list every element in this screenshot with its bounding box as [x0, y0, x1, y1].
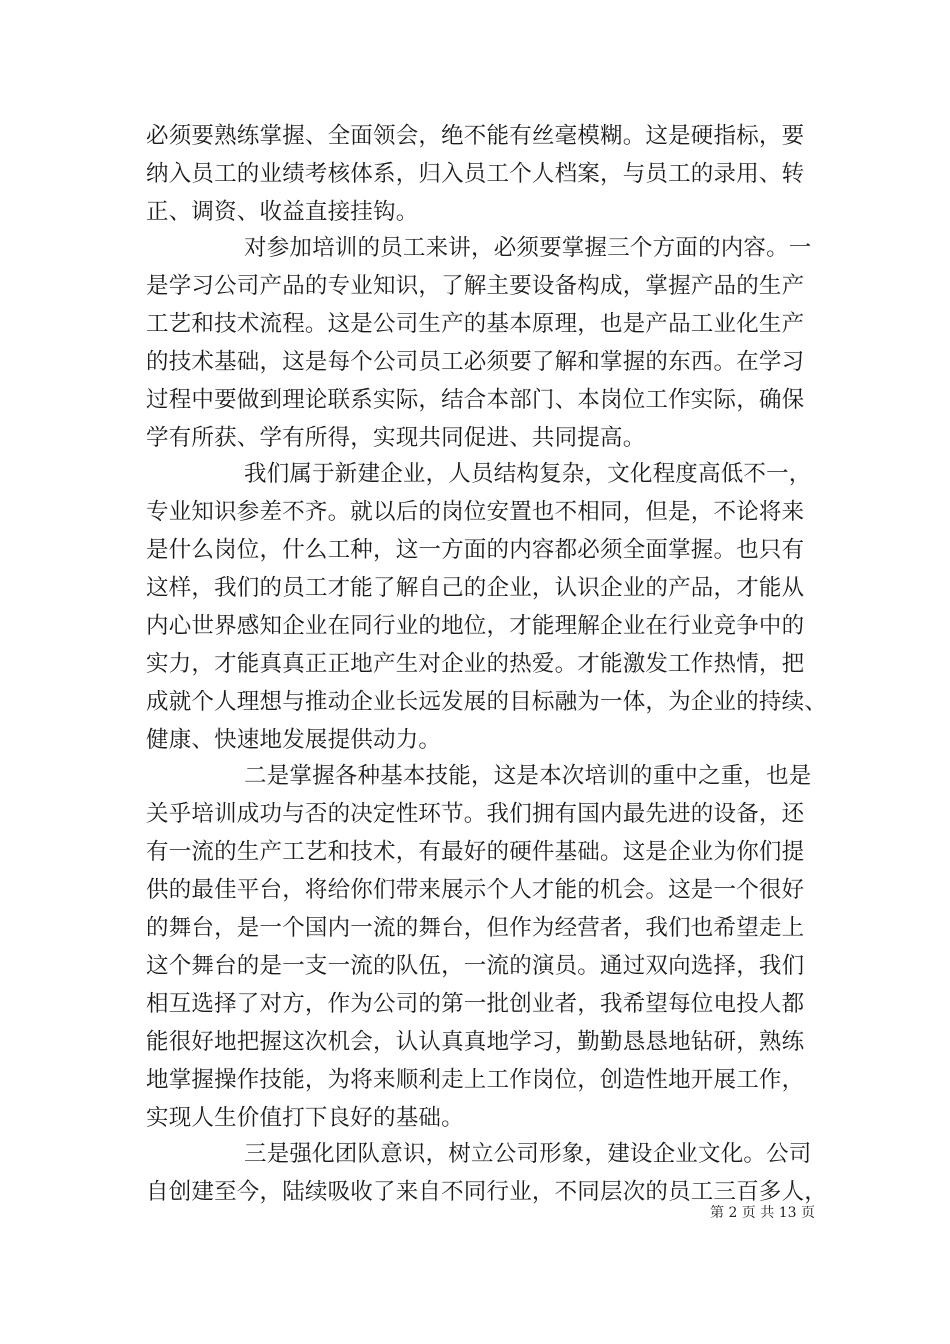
- text-line: 能很好地把握这次机会，认认真真地学习，勤勤恳恳地钻研，熟练: [146, 1029, 805, 1055]
- paragraph-first-line: 我们属于新建企业，人员结构复杂，文化程度高低不一，: [244, 461, 812, 487]
- text-line: 是什么岗位，什么工种，这一方面的内容都必须全面掌握。也只有: [146, 537, 805, 563]
- text-line: 自创建至今，陆续吸收了来自不同行业，不同层次的员工三百多人，: [146, 1179, 828, 1205]
- text-line: 过程中要做到理论联系实际，结合本部门、本岗位工作实际，确保: [146, 387, 805, 413]
- text-line: 纳入员工的业绩考核体系，归入员工个人档案，与员工的录用、转: [146, 161, 805, 187]
- text-line: 这个舞台的是一支一流的队伍，一流的演员。通过双向选择，我们: [146, 953, 805, 979]
- text-line: 学有所获、学有所得，实现共同促进、共同提高。: [146, 425, 646, 451]
- text-line: 有一流的生产工艺和技术，有最好的硬件基础。这是企业为你们提: [146, 839, 805, 865]
- text-line: 的舞台，是一个国内一流的舞台，但作为经营者，我们也希望走上: [146, 915, 805, 941]
- paragraph-first-line: 对参加培训的员工来讲，必须要掌握三个方面的内容。一: [244, 235, 812, 261]
- text-line: 工艺和技术流程。这是公司生产的基本原理，也是产品工业化生产: [146, 311, 805, 337]
- text-line: 实现人生价值打下良好的基础。: [146, 1105, 464, 1131]
- text-line: 必须要熟练掌握、全面领会，绝不能有丝毫模糊。这是硬指标，要: [146, 123, 805, 149]
- text-line: 地掌握操作技能，为将来顺利走上工作岗位，创造性地开展工作，: [146, 1067, 805, 1093]
- paragraph-first-line: 二是掌握各种基本技能，这是本次培训的重中之重，也是: [244, 763, 812, 789]
- page-number-footer: 第 2 页 共 13 页: [710, 1205, 815, 1221]
- paragraph-first-line: 三是强化团队意识，树立公司形象，建设企业文化。公司: [244, 1141, 812, 1167]
- text-line: 是学习公司产品的专业知识，了解主要设备构成，掌握产品的生产: [146, 273, 805, 299]
- text-line: 正、调资、收益直接挂钩。: [146, 199, 419, 225]
- text-line: 相互选择了对方，作为公司的第一批创业者，我希望每位电投人都: [146, 991, 805, 1017]
- text-line: 专业知识参差不齐。就以后的岗位安置也不相同，但是，不论将来: [146, 499, 805, 525]
- text-line: 供的最佳平台，将给你们带来展示个人才能的机会。这是一个很好: [146, 877, 805, 903]
- text-line: 关乎培训成功与否的决定性环节。我们拥有国内最先进的设备，还: [146, 801, 805, 827]
- text-line: 成就个人理想与推动企业长远发展的目标融为一体，为企业的持续、: [146, 689, 828, 715]
- text-line: 实力，才能真真正正地产生对企业的热爱。才能激发工作热情，把: [146, 651, 805, 677]
- text-line: 的技术基础，这是每个公司员工必须要了解和掌握的东西。在学习: [146, 349, 805, 375]
- text-line: 健康、快速地发展提供动力。: [146, 727, 442, 753]
- text-line: 内心世界感知企业在同行业的地位，才能理解企业在行业竞争中的: [146, 613, 805, 639]
- text-line: 这样，我们的员工才能了解自己的企业，认识企业的产品，才能从: [146, 575, 805, 601]
